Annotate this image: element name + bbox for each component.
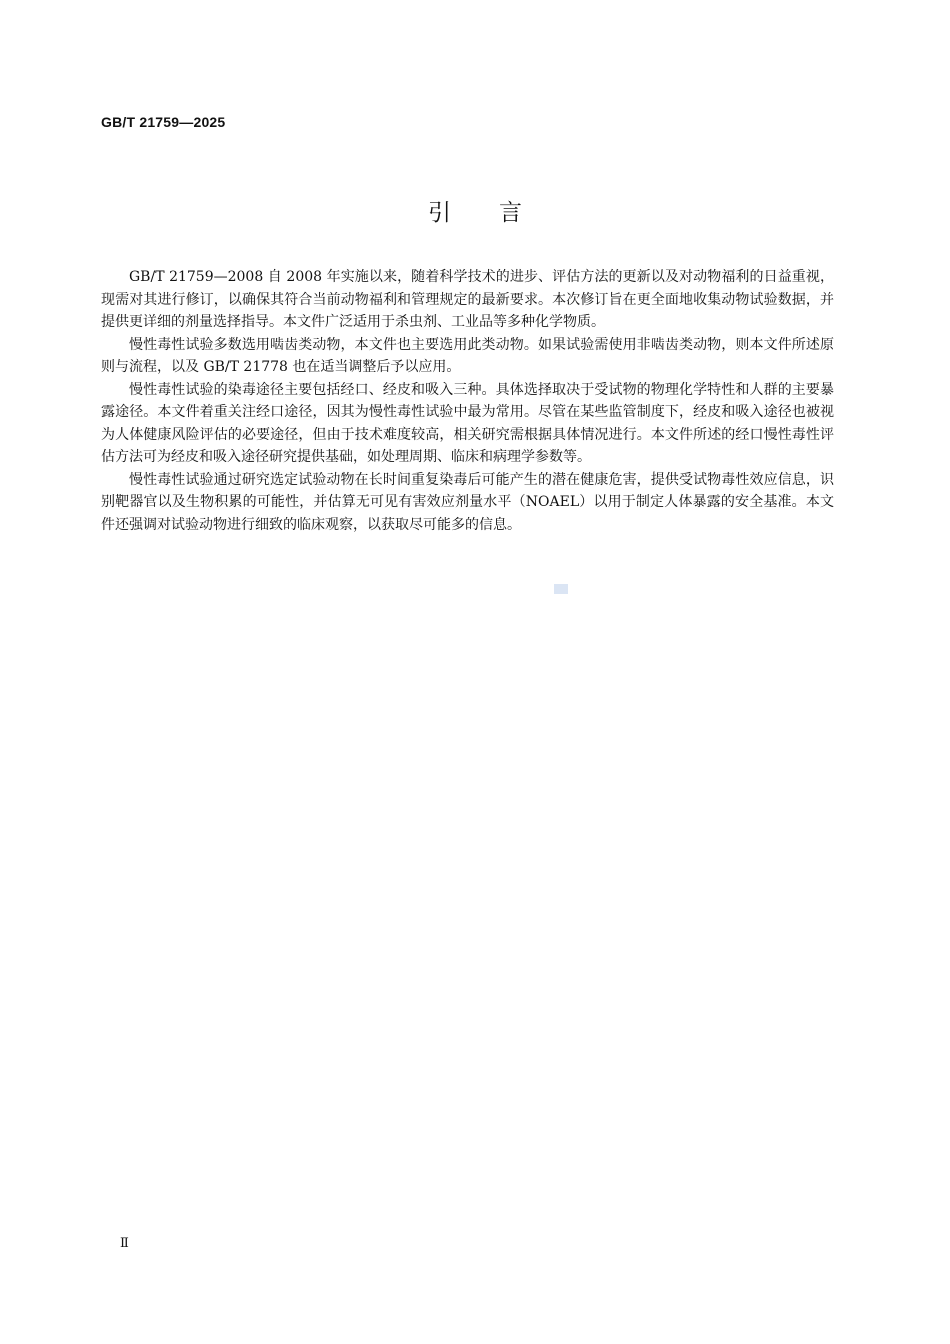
paragraph-1: GB/T 21759—2008 自 2008 年实施以来，随着科学技术的进步、评估方法的更新以及对动物福利的日益重视，现需对其进行修订，以确保其符合当前动物福利和管理规定的最新要求。本次修订旨在更全面地收集动物试验数据，并提供更详细的剂量选择指导。本文件广泛适用于杀虫剂、工业品等多种化学物质。 bbox=[101, 269, 834, 330]
title-char-1: 引 bbox=[428, 200, 451, 226]
body-text bbox=[101, 266, 834, 536]
paragraph-3: 慢性毒性试验的染毒途径主要包括经口、经皮和吸入三种。具体选择取决于受试物的物理化学特性和人群的主要暴露途径。本文件着重关注经口途径，因其为慢性毒性试验中最为常用。尽管在某些监管制度下，经皮和吸入途径也被视为人体健康风险评估的必要途径，但由于技术难度较高，相关研究需根据具体情况进行。本文件所述的经口慢性毒性评估方法可为经皮和吸入途径研究提供基础，如处理周期、临床和病理学参数等。 bbox=[101, 381, 834, 465]
section-title bbox=[0, 194, 950, 227]
page-number: Ⅱ bbox=[120, 1236, 129, 1251]
paragraph-2: 慢性毒性试验多数选用啮齿类动物，本文件也主要选用此类动物。如果试验需使用非啮齿类动物，则本文件所述原则与流程，以及 GB/T 21778 也在适当调整后予以应用。 bbox=[101, 336, 834, 375]
watermark-icon bbox=[553, 582, 569, 596]
standard-code-header: GB/T 21759—2025 bbox=[101, 114, 226, 130]
title-char-2: 言 bbox=[499, 200, 522, 226]
paragraph-4: 慢性毒性试验通过研究选定试验动物在长时间重复染毒后可能产生的潜在健康危害，提供受试物毒性效应信息，识别靶器官以及生物积累的可能性，并估算无可见有害效应剂量水平（NOAEL）以用于制定人体暴露的安全基准。本文件还强调对试验动物进行细致的临床观察，以获取尽可能多的信息。 bbox=[101, 471, 834, 533]
